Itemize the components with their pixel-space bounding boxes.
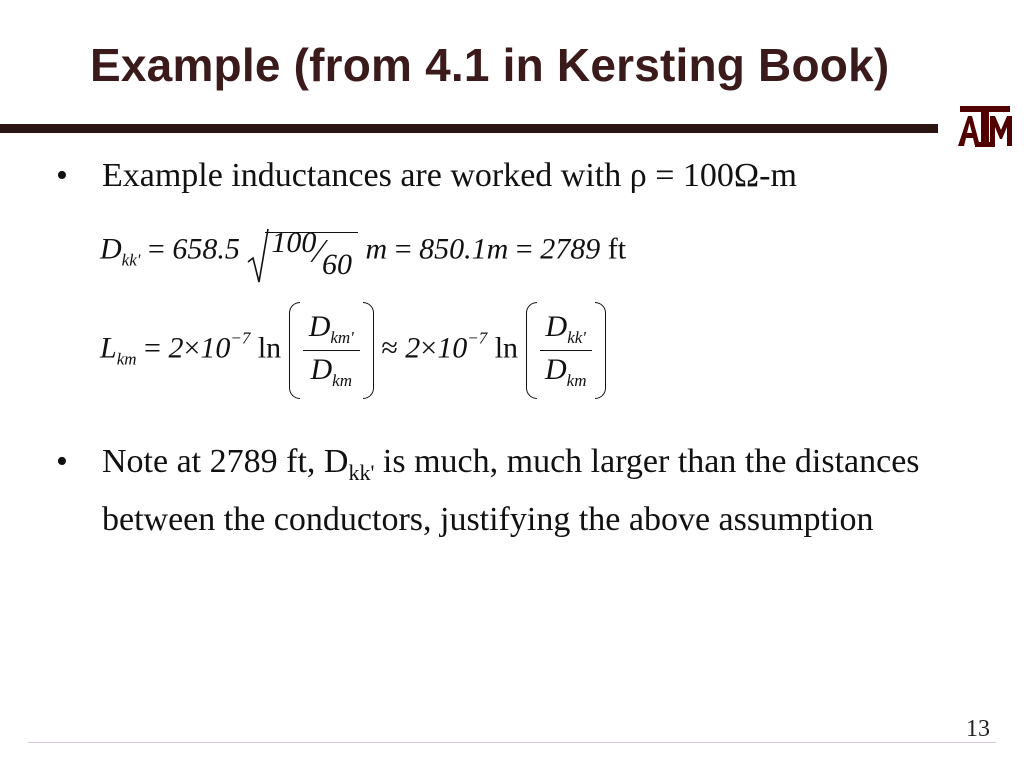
bullet-dot: • (56, 157, 68, 194)
bullet-dot: • (56, 443, 68, 480)
bullet-text: Example inductances are worked with ρ = 100Ω-m (102, 157, 797, 194)
equation-inductance: $L_{km} = 2\times 10^{-7}$ ln $\frac{D_{km'}}{D_{km}}$ ≈ $2\times 10^{-7}$ ln $\frac{D_{kk'}}{D_{km}}$ (100, 310, 606, 391)
radicand-numerator: 100 (271, 226, 317, 260)
footer-divider (28, 742, 996, 743)
radicand-denominator: 60 (322, 248, 353, 282)
bullet-text: Note at 2789 ft, $D_{kk'}$ is much, much larger than the distances between the conductors, justifying the above assumption (102, 443, 920, 538)
radical-sign-icon (247, 228, 269, 284)
fraction-group: $\frac{D_{kk'}}{D_{km}}$ (526, 310, 606, 391)
square-root: 100⁄60 (247, 232, 358, 271)
bullet-item (56, 438, 982, 543)
bullet-item (56, 152, 797, 199)
page-number: 13 (966, 716, 990, 742)
fraction-group: $\frac{D_{km'}}{D_{km}}$ (289, 310, 374, 391)
title-divider (0, 124, 938, 133)
tamu-logo-icon (956, 102, 1014, 152)
slide-title: Example (from 4.1 in Kersting Book) (90, 39, 890, 91)
equation-distance: $D_{kk'} = 658.5$ 100⁄60 m = 850.1m = 2789 ft (100, 232, 626, 271)
